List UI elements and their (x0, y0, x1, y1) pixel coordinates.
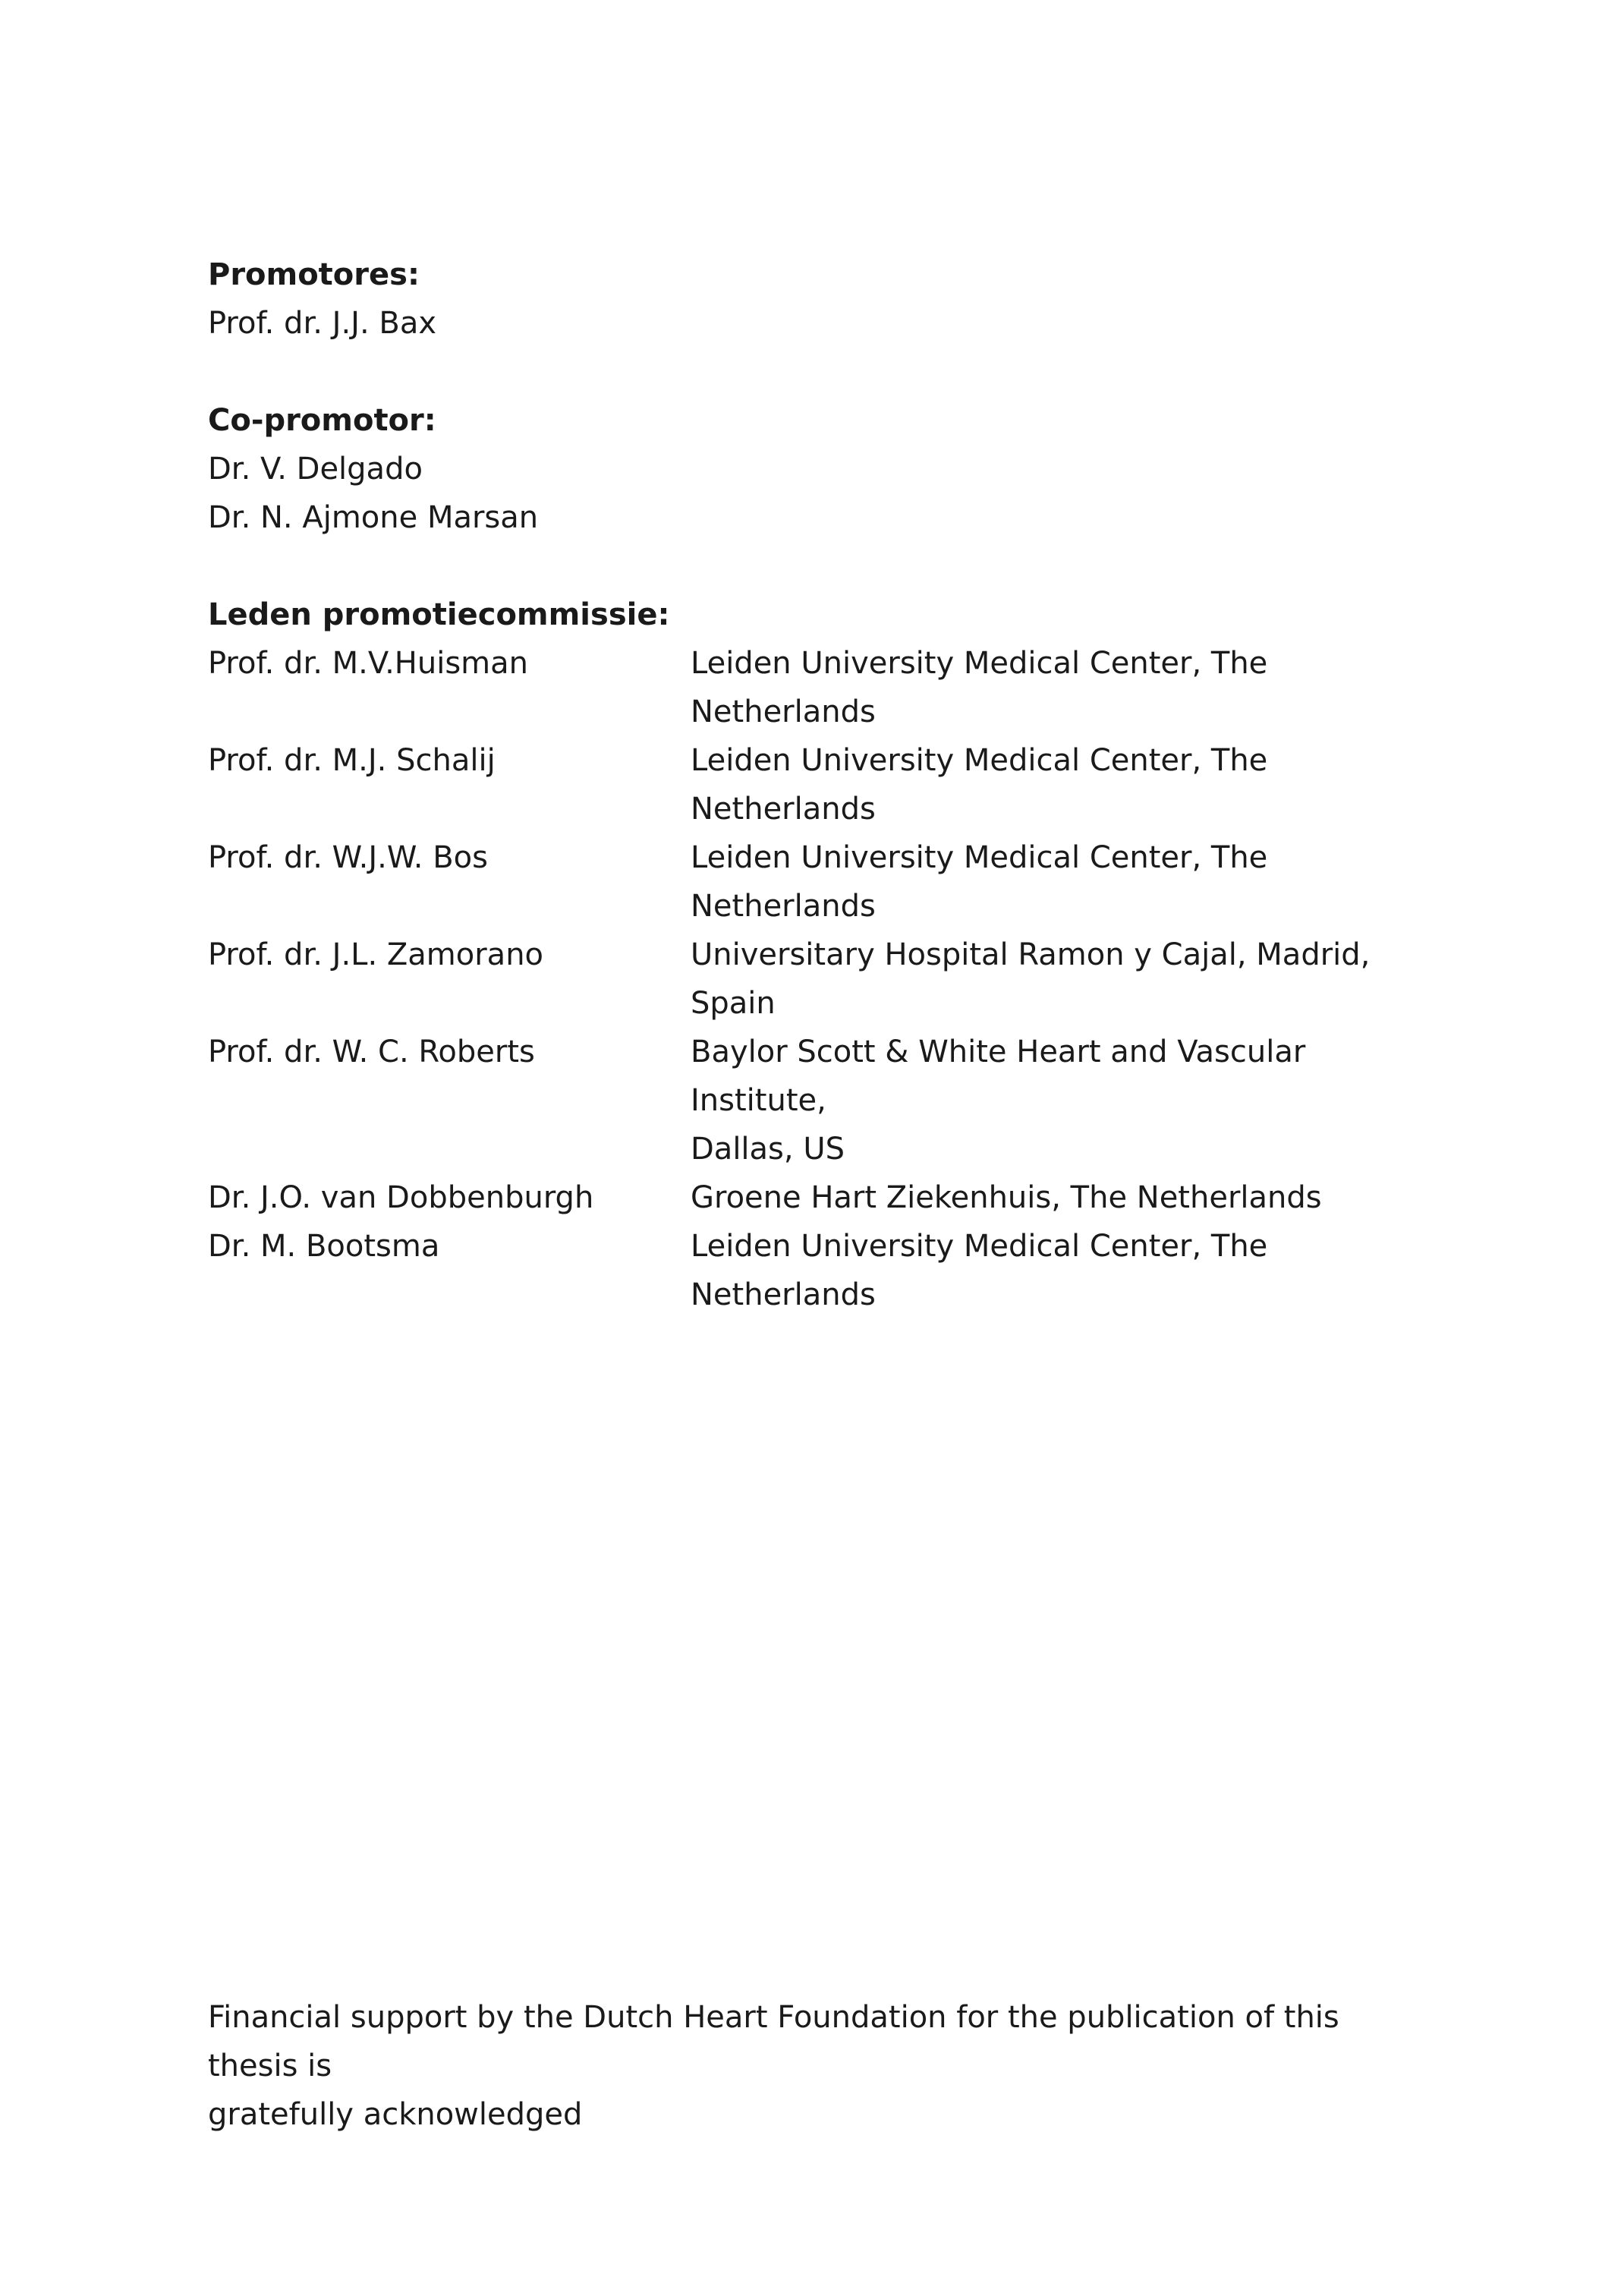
committee-member-name: Dr. M. Bootsma (208, 1229, 440, 1264)
committee-member-affiliation: Universitary Hospital Ramon y Cajal, Madrid, Spain (691, 937, 1371, 1021)
committee-member-name: Prof. dr. J.L. Zamorano (208, 937, 544, 972)
co-promotor-heading: Co-promotor: (208, 403, 436, 438)
committee-member-name: Prof. dr. M.V.Huisman (208, 646, 529, 681)
committee-member-affiliation: Leiden University Medical Center, The Netherlands (691, 1229, 1268, 1312)
committee-heading: Leden promotiecommissie: (208, 597, 670, 632)
funding-acknowledgement (208, 1993, 1437, 2139)
committee-member-name: Dr. J.O. van Dobbenburgh (208, 1180, 594, 1215)
thesis-credits-page (208, 250, 1437, 1319)
committee-member-name: Prof. dr. W. C. Roberts (208, 1035, 535, 1069)
committee-member-name: Prof. dr. M.J. Schalij (208, 743, 496, 778)
co-promotor-name: Dr. N. Ajmone Marsan (208, 500, 539, 535)
co-promotor-name: Dr. V. Delgado (208, 452, 423, 487)
promotor-name: Prof. dr. J.J. Bax (208, 306, 437, 341)
committee-member-affiliation: Baylor Scott & White Heart and Vascular Institute, (691, 1035, 1306, 1118)
committee-member-affiliation: Leiden University Medical Center, The Netherlands (691, 743, 1268, 827)
promotores-heading: Promotores: (208, 257, 420, 292)
committee-member-affiliation: Leiden University Medical Center, The Netherlands (691, 646, 1268, 729)
committee-member-affiliation-continued: Dallas, US (691, 1132, 845, 1167)
funding-line: gratefully acknowledged (208, 2097, 583, 2132)
committee-member-affiliation: Leiden University Medical Center, The Netherlands (691, 840, 1268, 924)
section-gap (208, 348, 1437, 396)
funding-line: Financial support by the Dutch Heart Foundation for the publication of this thesis is (208, 2000, 1339, 2083)
committee-table (208, 639, 1437, 1319)
committee-member-affiliation: Groene Hart Ziekenhuis, The Netherlands (691, 1180, 1322, 1215)
section-gap (208, 542, 1437, 591)
committee-member-name: Prof. dr. W.J.W. Bos (208, 840, 488, 875)
